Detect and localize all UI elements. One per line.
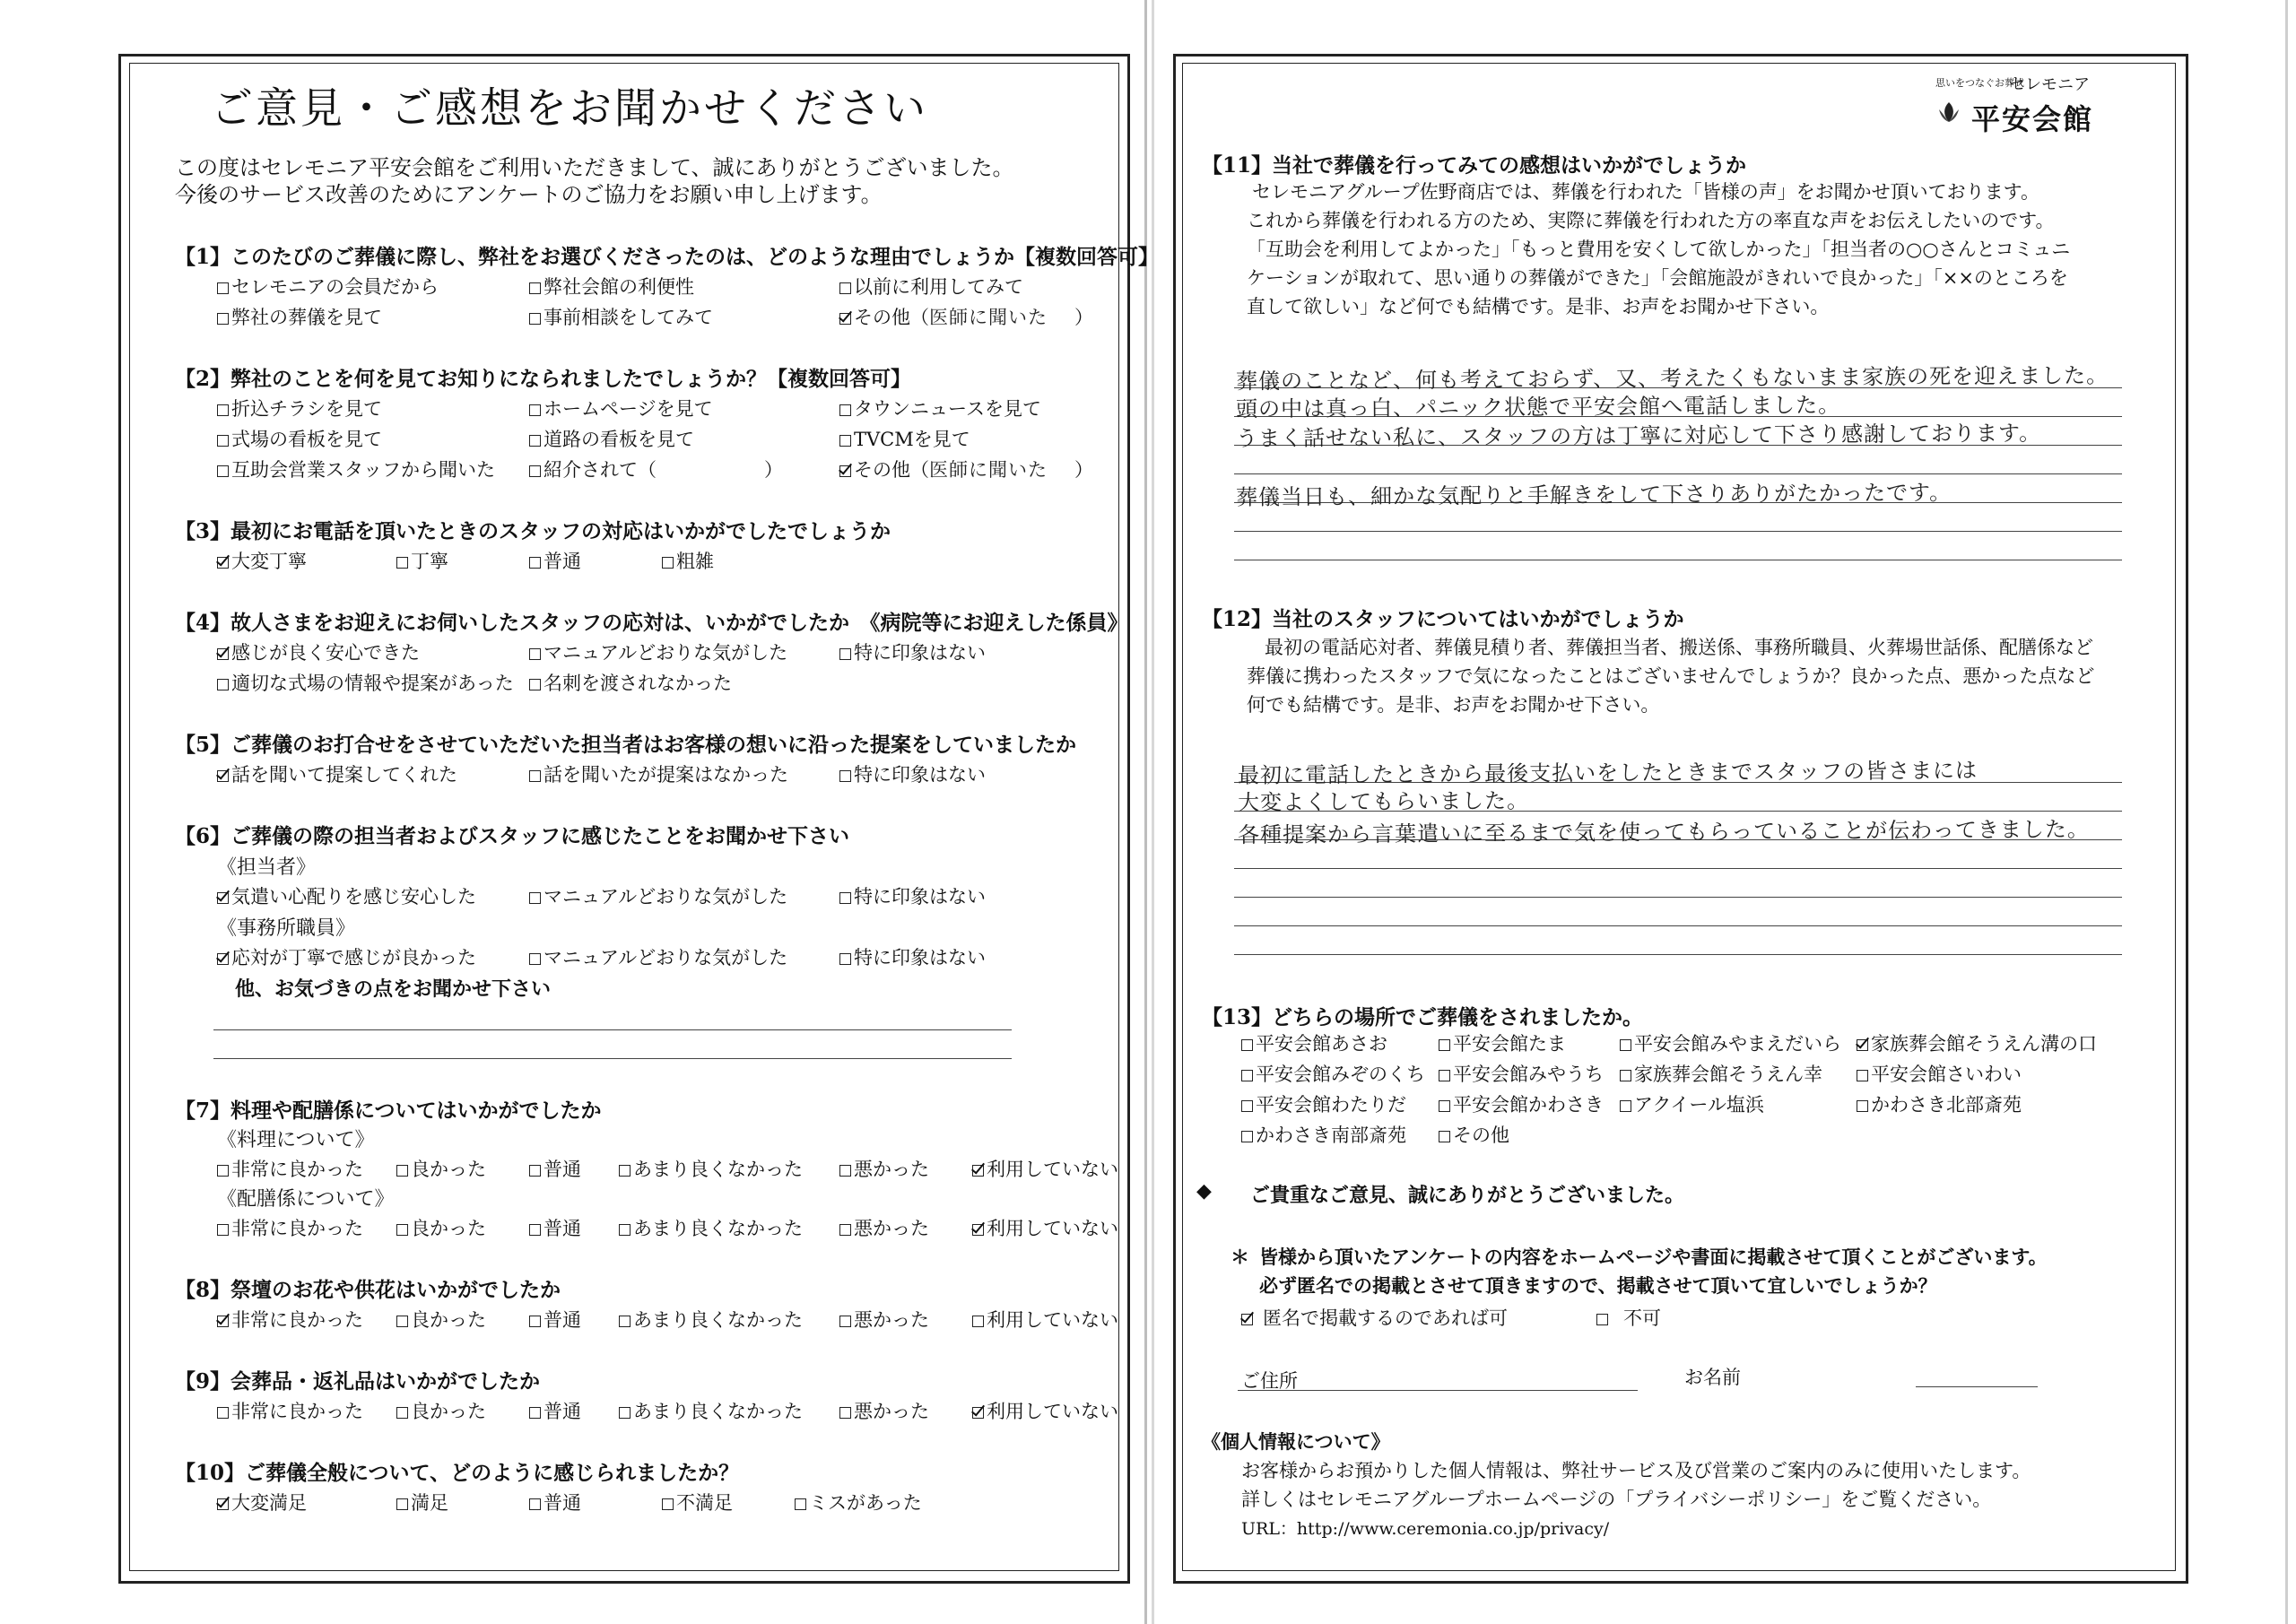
q13-miyauchi[interactable]: 平安会館みやうち xyxy=(1439,1060,1604,1087)
q6-other-prompt: 他、お気づきの点をお聞かせ下さい xyxy=(235,977,552,1001)
q5-option-listened[interactable]: 話を聞いて提案してくれた xyxy=(217,760,457,787)
q11-body-2: これから葬儀を行われる方のため、実際に葬儀を行われた方の率直な声をお伝えしたいのです。 xyxy=(1247,210,2055,231)
lotus-icon xyxy=(1935,99,1962,126)
privacy-url[interactable]: URL：http://www.ceremonia.co.jp/privacy/ xyxy=(1241,1519,1610,1539)
q4-option-manual[interactable]: マニュアルどおりな気がした xyxy=(529,638,787,665)
q12-handwritten-1: 最初に電話したときから最後支払いをしたときまでスタッフの皆さまには xyxy=(1237,758,1979,788)
q5-option-no-proposal[interactable]: 話を聞いたが提案はなかった xyxy=(529,760,788,787)
q13-souen-mizonokuchi[interactable]: 家族葬会館そうえん溝の口 xyxy=(1857,1029,2097,1056)
checkbox[interactable] xyxy=(839,953,851,965)
q13-asao[interactable]: 平安会館あさお xyxy=(1241,1029,1387,1056)
question-12: 【12】当社のスタッフについてはいかがでしょうか xyxy=(1202,607,1684,631)
q8-not-used[interactable]: 利用していない xyxy=(972,1306,1118,1333)
q8-normal[interactable]: 普通 xyxy=(529,1306,581,1333)
q12-answer-line-4[interactable] xyxy=(1234,868,2122,869)
checkbox[interactable] xyxy=(1241,1100,1253,1112)
q8-good[interactable]: 良かった xyxy=(396,1306,486,1333)
q13-souen-saiwai[interactable]: 家族葬会館そうえん幸 xyxy=(1620,1060,1822,1087)
publish-line-1: 皆様から頂いたアンケートの内容をホームページや書面に掲載させて頂くことがございます。 xyxy=(1259,1246,2048,1268)
checkbox[interactable] xyxy=(529,404,541,416)
checkbox[interactable] xyxy=(529,282,541,294)
asterisk-icon: ＊ xyxy=(1231,1246,1249,1268)
q1-other-handwritten: 医師に聞いた xyxy=(929,307,1048,328)
checkbox[interactable] xyxy=(529,313,541,325)
question-10: 【10】ご葬儀全般について、どのように感じられましたか？ xyxy=(175,1461,740,1485)
checkbox[interactable] xyxy=(839,282,851,294)
checkbox[interactable] xyxy=(529,648,541,660)
q1-option-seen[interactable]: 弊社の葬儀を見て xyxy=(217,303,382,330)
q13-kawasaki-south[interactable]: かわさき南部斎苑 xyxy=(1241,1121,1406,1148)
q13-mizonokuchi[interactable]: 平安会館みぞのくち xyxy=(1241,1060,1425,1087)
checkbox[interactable] xyxy=(1620,1070,1631,1081)
q13-kawasaki-north[interactable]: かわさき北部斎苑 xyxy=(1857,1090,2022,1117)
privacy-line-2: 詳しくはセレモニアグループホームページの「プライバシーポリシー」をご覧ください。 xyxy=(1241,1489,1992,1510)
publish-anonymous-ok[interactable]: 匿名で掲載するのであれば可 xyxy=(1241,1304,1508,1331)
q1-option-before[interactable]: 以前に利用してみて xyxy=(839,273,1023,300)
privacy-title: 《個人情報について》 xyxy=(1202,1430,1390,1453)
checkbox[interactable] xyxy=(529,1165,541,1177)
q11-handwritten-4: 葬儀当日も、細かな気配りと手解きをして下さりありがたかったです。 xyxy=(1235,480,1952,510)
checkbox[interactable] xyxy=(529,770,541,782)
checkbox[interactable] xyxy=(1241,1131,1253,1142)
q3-option-polite[interactable]: 丁寧 xyxy=(396,547,448,574)
checkbox[interactable] xyxy=(217,435,229,447)
q12-body-2: 葬儀に携わったスタッフで気になったことはございませんでしょうか？良かった点、悪かった点など xyxy=(1247,665,2095,687)
checkbox[interactable] xyxy=(839,1407,851,1419)
checkbox[interactable] xyxy=(529,465,541,477)
question-5: 【5】ご葬儀のお打合せをさせていただいた担当者はお客様の想いに沿った提案をしていましたか xyxy=(175,733,1077,757)
checkbox[interactable] xyxy=(529,953,541,965)
checkbox[interactable] xyxy=(396,1316,408,1327)
checkbox[interactable] xyxy=(1857,1100,1868,1112)
checkbox-checked[interactable] xyxy=(1857,1039,1868,1051)
q1-option-member[interactable]: セレモニアの会員だから xyxy=(217,273,439,300)
name-field[interactable] xyxy=(1916,1386,2038,1387)
publish-not-allowed[interactable]: 不可 xyxy=(1596,1304,1661,1331)
question-8: 【8】祭壇のお花や供花はいかがでしたか xyxy=(175,1278,561,1302)
checkbox[interactable] xyxy=(839,648,851,660)
q7-server-bad[interactable]: 悪かった xyxy=(839,1214,929,1241)
q13-saiwai[interactable]: 平安会館さいわい xyxy=(1857,1060,2022,1087)
checkbox-checked[interactable] xyxy=(217,953,229,965)
q9-not-good[interactable]: あまり良くなかった xyxy=(619,1397,803,1424)
q11-handwritten-1: 葬儀のことなど、何も考えておらず、又、考えたくもないまま家族の死を迎えました。 xyxy=(1235,362,2109,395)
checkbox-checked[interactable] xyxy=(217,557,229,569)
q2-option-introduced[interactable]: 紹介されて（ ） xyxy=(529,456,783,482)
question-6: 【6】ご葬儀の際の担当者およびスタッフに感じたことをお聞かせ下さい xyxy=(175,824,850,848)
q3-option-rough[interactable]: 粗雑 xyxy=(662,547,714,574)
q7-sub-server: 《配膳係について》 xyxy=(217,1188,395,1211)
q7-food-bad[interactable]: 悪かった xyxy=(839,1155,929,1182)
q2-option-other[interactable]: その他（医師に聞いた ） xyxy=(839,456,1093,482)
q6-option-office-no-impression[interactable]: 特に印象はない xyxy=(839,943,986,970)
checkbox[interactable] xyxy=(619,1165,631,1177)
q11-body-3: 「互助会を利用してよかった」「もっと費用を安くして欲しかった」「担当者の○○さんとコミュニ xyxy=(1247,239,2071,260)
thanks-text: ご貴重なご意見、誠にありがとうございました。 xyxy=(1250,1184,1685,1207)
checkbox[interactable] xyxy=(839,770,851,782)
checkbox[interactable] xyxy=(1439,1100,1450,1112)
checkbox[interactable] xyxy=(529,435,541,447)
checkbox[interactable] xyxy=(1596,1314,1608,1325)
question-13: 【13】どちらの場所でご葬儀をされましたか。 xyxy=(1202,1005,1644,1029)
q11-body-5: 直して欲しい」など何でも結構です。是非、お声をお聞かせ下さい。 xyxy=(1247,296,1830,317)
q6-option-manual[interactable]: マニュアルどおりな気がした xyxy=(529,882,787,909)
q12-answer-line-7[interactable] xyxy=(1234,954,2122,955)
q8-bad[interactable]: 悪かった xyxy=(839,1306,929,1333)
checkbox[interactable] xyxy=(529,1316,541,1327)
right-edge xyxy=(2285,0,2288,1624)
checkbox-checked[interactable] xyxy=(839,465,851,477)
checkbox[interactable] xyxy=(1241,1039,1253,1051)
checkbox[interactable] xyxy=(529,1224,541,1236)
checkbox[interactable] xyxy=(662,557,674,569)
checkbox[interactable] xyxy=(529,679,541,690)
q3-option-very-polite[interactable]: 大変丁寧 xyxy=(217,547,307,574)
checkbox[interactable] xyxy=(217,1165,229,1177)
q12-answer-line-6[interactable] xyxy=(1234,925,2122,926)
checkbox[interactable] xyxy=(839,1165,851,1177)
checkbox[interactable] xyxy=(529,892,541,904)
question-3: 【3】最初にお電話を頂いたときのスタッフの対応はいかがでしたでしょうか xyxy=(175,519,891,543)
checkbox[interactable] xyxy=(839,892,851,904)
checkbox-checked[interactable] xyxy=(217,648,229,660)
checkbox-checked[interactable] xyxy=(972,1224,984,1236)
intro-line-1: この度はセレモニア平安会館をご利用いただきまして、誠にありがとうございました。 xyxy=(175,155,1014,180)
checkbox-checked[interactable] xyxy=(217,892,229,904)
q2-option-road-sign[interactable]: 道路の看板を見て xyxy=(529,425,694,452)
checkbox[interactable] xyxy=(972,1316,984,1327)
q7-food-not-used[interactable]: 利用していない xyxy=(972,1155,1118,1182)
ceremonia-logo xyxy=(1935,75,2115,138)
q7-food-good[interactable]: 良かった xyxy=(396,1155,486,1182)
checkbox[interactable] xyxy=(396,1165,408,1177)
checkbox[interactable] xyxy=(217,1224,229,1236)
checkbox[interactable] xyxy=(529,557,541,569)
q9-not-used[interactable]: 利用していない xyxy=(972,1397,1118,1424)
q7-server-not-good[interactable]: あまり良くなかった xyxy=(619,1214,803,1241)
checkbox[interactable] xyxy=(396,1498,408,1510)
q6-comment-line-2[interactable] xyxy=(213,1058,1012,1059)
q7-food-very-good[interactable]: 非常に良かった xyxy=(217,1155,363,1182)
q12-answer-line-5[interactable] xyxy=(1234,897,2122,898)
address-label: ご住所 xyxy=(1241,1370,1298,1392)
q1-option-consult[interactable]: 事前相談をしてみて xyxy=(529,303,713,330)
name-label: お名前 xyxy=(1684,1367,1741,1388)
q7-server-good[interactable]: 良かった xyxy=(396,1214,486,1241)
privacy-line-1: お客様からお預かりした個人情報は、弊社サービス及び営業のご案内のみに使用いたします。 xyxy=(1241,1460,2031,1481)
logo-brand: セレモニア xyxy=(2009,75,2090,94)
q6-option-no-impression[interactable]: 特に印象はない xyxy=(839,882,986,909)
q4-option-good[interactable]: 感じが良く安心できた xyxy=(217,638,420,665)
q2-other-handwritten: 医師に聞いた xyxy=(929,459,1048,481)
q6-option-caring[interactable]: 気遣い心配りを感じ安心した xyxy=(217,882,476,909)
q9-very-good[interactable]: 非常に良かった xyxy=(217,1397,363,1424)
q1-option-hall[interactable]: 弊社会館の利便性 xyxy=(529,273,694,300)
q7-server-very-good[interactable]: 非常に良かった xyxy=(217,1214,363,1241)
question-9: 【9】会葬品・返礼品はいかがでしたか xyxy=(175,1369,541,1394)
q5-option-no-impression[interactable]: 特に印象はない xyxy=(839,760,986,787)
q4-option-no-impression[interactable]: 特に印象はない xyxy=(839,638,986,665)
question-4: 【4】故人さまをお迎えにお伺いしたスタッフの応対は、いかがでしたか 《病院等にお迎えした係員》 xyxy=(175,611,1128,635)
q6-comment-line-1[interactable] xyxy=(213,1029,1012,1030)
checkbox[interactable] xyxy=(795,1498,806,1510)
checkbox-checked[interactable] xyxy=(217,1498,229,1510)
address-field[interactable] xyxy=(1238,1390,1638,1391)
q11-handwritten-2: 頭の中は真っ白、パニック状態で平安会館へ電話しました。 xyxy=(1235,392,1841,422)
q1-option-other[interactable]: その他（医師に聞いた ） xyxy=(839,303,1093,330)
page-title: ご意見・ご感想をお聞かせください xyxy=(211,84,928,134)
checkbox[interactable] xyxy=(396,1407,408,1419)
q10-satisfied[interactable]: 満足 xyxy=(396,1489,448,1515)
q9-bad[interactable]: 悪かった xyxy=(839,1397,929,1424)
logo-name: 平安会館 xyxy=(1971,102,2094,136)
checkbox[interactable] xyxy=(529,1407,541,1419)
q11-body-1: セレモニアグループ佐野商店では、葬儀を行われた「皆様の声」をお聞かせ頂いております。 xyxy=(1252,181,2040,203)
checkbox[interactable] xyxy=(619,1316,631,1327)
checkbox[interactable] xyxy=(662,1498,674,1510)
checkbox-checked[interactable] xyxy=(1241,1314,1253,1325)
q9-good[interactable]: 良かった xyxy=(396,1397,486,1424)
checkbox[interactable] xyxy=(839,1316,851,1327)
checkbox[interactable] xyxy=(839,435,851,447)
checkbox[interactable] xyxy=(1439,1070,1450,1081)
q12-handwritten-2: 大変よくしてもらいました。 xyxy=(1237,787,1530,816)
checkbox[interactable] xyxy=(396,557,408,569)
q12-handwritten-3: 各種提案から言葉遣いに至るまで気を使ってもらっていることが伝わってきました。 xyxy=(1237,816,2090,848)
intro-line-2: 今後のサービス改善のためにアンケートのご協力をお願い申し上げます。 xyxy=(175,182,883,207)
q7-server-not-used[interactable]: 利用していない xyxy=(972,1214,1118,1241)
q13-miyamaedaira[interactable]: 平安会館みやまえだいら xyxy=(1620,1029,1841,1056)
checkbox[interactable] xyxy=(217,313,229,325)
q2-option-staff[interactable]: 互助会営業スタッフから聞いた xyxy=(217,456,495,482)
q13-kawasaki[interactable]: 平安会館かわさき xyxy=(1439,1090,1604,1117)
q12-body-1: 最初の電話応対者、葬儀見積り者、葬儀担当者、搬送係、事務所職員、火葬場世話係、配膳係など xyxy=(1265,637,2093,658)
q11-body-4: ケーションが取れて、思い通りの葬儀ができた」「会館施設がきれいで良かった」「××のところを xyxy=(1247,267,2068,289)
q11-answer-line-6[interactable] xyxy=(1234,531,2122,532)
q6-option-office-polite[interactable]: 応対が丁寧で感じが良かった xyxy=(217,943,476,970)
checkbox[interactable] xyxy=(217,465,229,477)
question-2: 【2】弊社のことを何を見てお知りになられましたでしょうか？【複数回答可】 xyxy=(175,367,912,391)
q3-option-normal[interactable]: 普通 xyxy=(529,547,581,574)
question-11: 【11】当社で葬儀を行ってみての感想はいかがでしょうか xyxy=(1202,153,1747,178)
checkbox[interactable] xyxy=(1439,1039,1450,1051)
checkbox[interactable] xyxy=(1620,1100,1631,1112)
q10-very-satisfied[interactable]: 大変満足 xyxy=(217,1489,307,1515)
q7-food-not-good[interactable]: あまり良くなかった xyxy=(619,1155,803,1182)
checkbox[interactable] xyxy=(1857,1070,1868,1081)
q9-normal[interactable]: 普通 xyxy=(529,1397,581,1424)
q10-mistake[interactable]: ミスがあった xyxy=(795,1489,922,1515)
q12-body-3: 何でも結構です。是非、お声をお聞かせ下さい。 xyxy=(1247,694,1660,716)
checkbox[interactable] xyxy=(529,1498,541,1510)
q2-option-hall-sign[interactable]: 式場の看板を見て xyxy=(217,425,382,452)
checkbox[interactable] xyxy=(839,404,851,416)
checkbox[interactable] xyxy=(1620,1039,1631,1051)
checkbox[interactable] xyxy=(1241,1070,1253,1081)
checkbox[interactable] xyxy=(619,1224,631,1236)
checkbox[interactable] xyxy=(217,679,229,690)
question-7: 【7】料理や配膳係についてはいかがでしたか xyxy=(175,1099,602,1123)
q4-option-no-card[interactable]: 名刺を渡されなかった xyxy=(529,669,732,696)
logo-tagline: 思いをつなぐお葬式 xyxy=(1935,77,2024,89)
checkbox[interactable] xyxy=(396,1224,408,1236)
q13-acceuil-shiohama[interactable]: アクイール塩浜 xyxy=(1620,1090,1764,1117)
q11-handwritten-3: うまく話せない私に、スタッフの方は丁寧に対応して下さり感謝しております。 xyxy=(1235,420,2042,452)
checkbox[interactable] xyxy=(1439,1131,1450,1142)
q13-tama[interactable]: 平安会館たま xyxy=(1439,1029,1566,1056)
publish-line-2: 必ず匿名での掲載とさせて頂きますので、掲載させて頂いて宜しいでしょうか？ xyxy=(1259,1274,1937,1297)
q2-option-townnews[interactable]: タウンニュースを見て xyxy=(839,395,1041,421)
checkbox-checked[interactable] xyxy=(839,313,851,325)
q13-other[interactable]: その他 xyxy=(1439,1121,1509,1148)
checkbox[interactable] xyxy=(217,1407,229,1419)
q13-watarida[interactable]: 平安会館わたりだ xyxy=(1241,1090,1406,1117)
q2-option-tvcm[interactable]: TVCMを見て xyxy=(839,425,970,452)
q8-not-good[interactable]: あまり良くなかった xyxy=(619,1306,803,1333)
checkbox-checked[interactable] xyxy=(217,1316,229,1327)
checkbox-checked[interactable] xyxy=(972,1407,984,1419)
question-1: 【1】このたびのご葬儀に際し、弊社をお選びくださったのは、どのような理由でしょうか【複数回答可】 xyxy=(175,245,1160,269)
q7-server-normal[interactable]: 普通 xyxy=(529,1214,581,1241)
checkbox-checked[interactable] xyxy=(972,1165,984,1177)
q11-answer-line-4[interactable] xyxy=(1234,473,2122,474)
q6-sub-staff: 《担当者》 xyxy=(217,856,317,879)
q2-option-flyer[interactable]: 折込チラシを見て xyxy=(217,395,382,421)
q6-sub-office: 《事務所職員》 xyxy=(217,917,356,940)
checkbox-checked[interactable] xyxy=(217,770,229,782)
q8-very-good[interactable]: 非常に良かった xyxy=(217,1306,363,1333)
q10-dissatisfied[interactable]: 不満足 xyxy=(662,1489,733,1515)
checkbox[interactable] xyxy=(217,404,229,416)
q6-option-office-manual[interactable]: マニュアルどおりな気がした xyxy=(529,943,787,970)
q7-food-normal[interactable]: 普通 xyxy=(529,1155,581,1182)
checkbox[interactable] xyxy=(619,1407,631,1419)
q2-option-homepage[interactable]: ホームページを見て xyxy=(529,395,713,421)
q10-normal[interactable]: 普通 xyxy=(529,1489,581,1515)
q4-option-proposal[interactable]: 適切な式場の情報や提案があった xyxy=(217,669,514,696)
checkbox[interactable] xyxy=(217,282,229,294)
q7-sub-food: 《料理について》 xyxy=(217,1129,375,1151)
checkbox[interactable] xyxy=(839,1224,851,1236)
diamond-bullet-icon: ◆ xyxy=(1196,1180,1212,1203)
